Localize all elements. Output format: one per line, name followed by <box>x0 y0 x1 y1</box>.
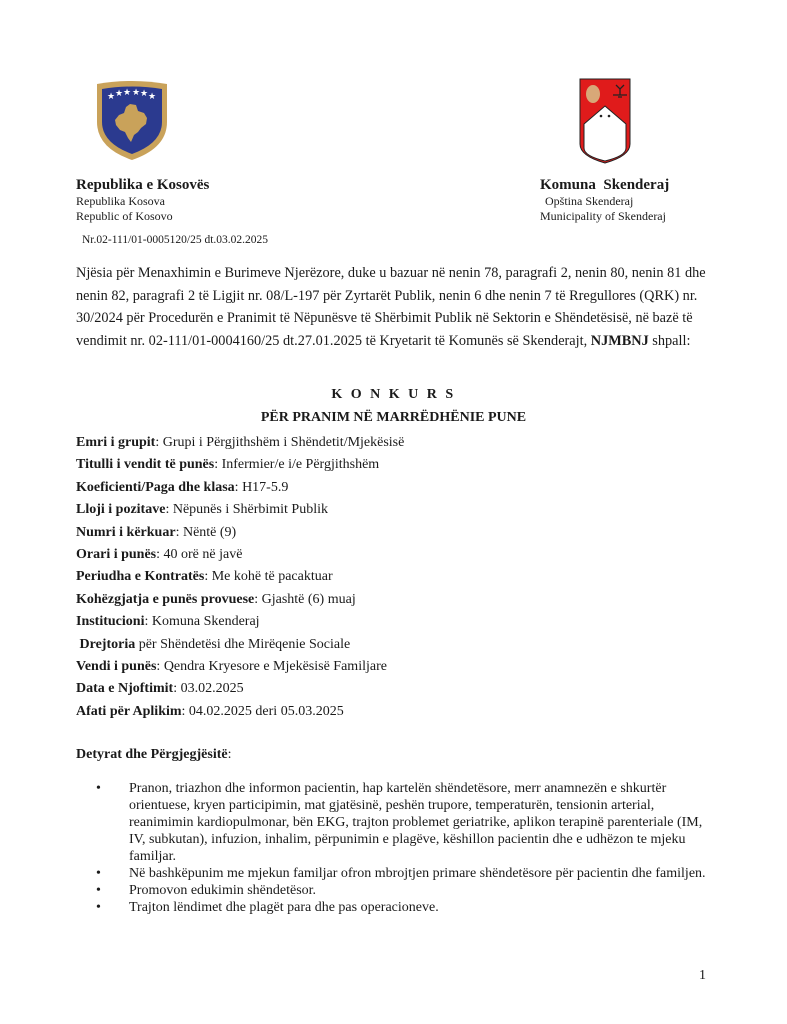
republic-title: Republika e Kosovës <box>76 177 210 193</box>
intro-text-end: shpall: <box>648 332 691 349</box>
intro-text: Njësia për Menaxhimin e Burimeve Njerëzore, duke u bazuar në nenin 78, paragrafi 2, nenin 80, nenin 81 dhe nenin 82, paragrafi 2 të Ligjit nr. 08/L-197 për Zyrtarët Publik, nenin 6 dhe nenin 7 të Rregullores (QRK) nr. 30/2024 për Procedurën e Pranimit të Nëpunësve të Shërbimit Publik në Sektorin e Shëndetësisë, në bazë të vendimit nr. 02-111/01-0004160/25 dt.27.01.2025 të Kryetarit të Komunës së Skenderajt, <box>76 265 706 349</box>
field-separator: : <box>156 546 164 562</box>
svg-text:★: ★ <box>115 89 124 99</box>
field-label: Emri i grupit <box>76 435 156 450</box>
field-row <box>76 589 404 611</box>
field-label: Lloji i pozitave <box>76 502 166 518</box>
field-value: Nëpunës i Shërbimit Publik <box>172 502 328 518</box>
field-row <box>76 454 404 476</box>
svg-text:★: ★ <box>132 88 141 98</box>
field-label: Vendi i punës <box>76 658 157 674</box>
field-value: 03.02.2025 <box>180 681 244 697</box>
field-row <box>76 566 404 588</box>
duty-item: • Në bashkëpunim me mjekun familjar ofron mbrojtjen primare shëndetësore për pacientin dhe familjen. <box>94 865 714 882</box>
field-label: Orari i punës <box>76 546 157 562</box>
header-municipality <box>540 176 669 224</box>
job-details <box>76 432 404 723</box>
field-separator: : <box>254 591 262 607</box>
field-row <box>76 656 404 678</box>
field-value: Nëntë (9) <box>182 524 237 540</box>
field-separator: : <box>144 614 152 630</box>
field-label: Koeficienti/Paga dhe klasa <box>76 479 235 495</box>
document-title <box>0 387 787 403</box>
field-separator: : <box>204 569 212 585</box>
field-row <box>76 432 404 454</box>
field-label: Numri i kërkuar <box>76 524 176 540</box>
field-row <box>76 701 404 723</box>
republic-english: Republic of Kosovo <box>76 209 173 223</box>
field-label: Periudha e Kontratës <box>76 569 205 585</box>
field-value: H17-5.9 <box>242 479 289 495</box>
field-separator: : <box>155 435 163 450</box>
republic-serbian: Republika Kosova <box>76 194 165 208</box>
field-value: 40 orë në javë <box>163 546 243 562</box>
intro-paragraph <box>76 262 716 352</box>
field-value: Qendra Kryesore e Mjekësisë Familjare <box>163 658 387 674</box>
field-row <box>76 544 404 566</box>
field-value: Infermier/e i/e Përgjithshëm <box>221 457 380 473</box>
header-republic <box>76 176 209 224</box>
field-value: Komuna Skenderaj <box>151 614 260 630</box>
document-subtitle: PËR PRANIM NË MARRËDHËNIE PUNE <box>260 410 527 425</box>
field-value: Gjashtë (6) muaj <box>261 591 356 607</box>
intro-bold-abbrev: NJMBNJ <box>590 332 649 349</box>
field-separator: : <box>214 457 222 473</box>
field-value: Grupi i Përgjithshëm i Shëndetit/Mjekësisë <box>162 435 405 450</box>
field-row <box>76 634 404 656</box>
field-value: për Shëndetësi dhe Mirëqenie Sociale <box>138 636 351 652</box>
field-label: Kohëzgjatja e punës provuese <box>76 591 255 607</box>
field-label: Data e Njoftimit <box>76 681 174 697</box>
skenderaj-coat-of-arms-icon <box>579 78 631 164</box>
field-separator: : <box>165 502 173 518</box>
duties-heading <box>76 747 231 763</box>
field-row <box>76 499 404 521</box>
konkurs-title: K O N K U R S <box>331 387 456 402</box>
reference-number: Nr.02-111/01-0005120/25 dt.03.02.2025 <box>82 234 269 246</box>
municipality-title: Komuna Skenderaj <box>540 177 670 193</box>
field-separator: : <box>156 658 164 674</box>
municipality-english: Municipality of Skenderaj <box>540 209 666 223</box>
svg-text:★: ★ <box>107 92 116 102</box>
duty-item: • Pranon, triazhon dhe informon pacientin, hap kartelën shëndetësore, merr anamnezën e shkurtër orientuese, kryen participimin, mat gjatësinë, peshën trupore, temperaturën, tensionin arterial, reanimimin kardiopulmonar, bën EKG, trajton problemet geriatrike, aplikon terapinë parenteriale (IM, IV, subkutan), infuzion, inhalim, përpunimin e plagëve, këshillon pacientin dhe e udhëzon te mjeku familjar. <box>94 780 714 865</box>
field-separator: : <box>181 703 189 719</box>
duty-item: • Promovon edukimin shëndetësor. <box>94 882 714 899</box>
kosovo-coat-of-arms-icon <box>94 80 170 162</box>
field-label: Drejtoria <box>76 636 136 652</box>
duties-colon: : <box>227 747 232 762</box>
duty-item: • Trajton lëndimet dhe plagët para dhe pas operacioneve. <box>94 899 714 916</box>
duties-list <box>94 780 714 916</box>
svg-text:★: ★ <box>140 89 149 99</box>
field-row <box>76 678 404 700</box>
field-separator: : <box>234 479 243 495</box>
field-row <box>76 477 404 499</box>
field-row <box>76 611 404 633</box>
page-number: 1 <box>699 968 706 983</box>
field-separator: : <box>175 524 183 540</box>
field-label: Afati për Aplikim <box>76 703 182 719</box>
svg-text:★: ★ <box>148 92 157 102</box>
duties-title: Detyrat dhe Përgjegjësitë <box>76 747 228 762</box>
field-value: Me kohë të pacaktuar <box>211 569 333 585</box>
field-label: Institucioni <box>76 614 145 630</box>
field-label: Titulli i vendit të punës <box>76 457 215 473</box>
municipality-serbian: Opština Skenderaj <box>545 194 634 208</box>
field-value: 04.02.2025 deri 05.03.2025 <box>188 703 344 719</box>
field-row <box>76 522 404 544</box>
field-separator: : <box>173 681 181 697</box>
svg-text:★: ★ <box>123 88 132 98</box>
